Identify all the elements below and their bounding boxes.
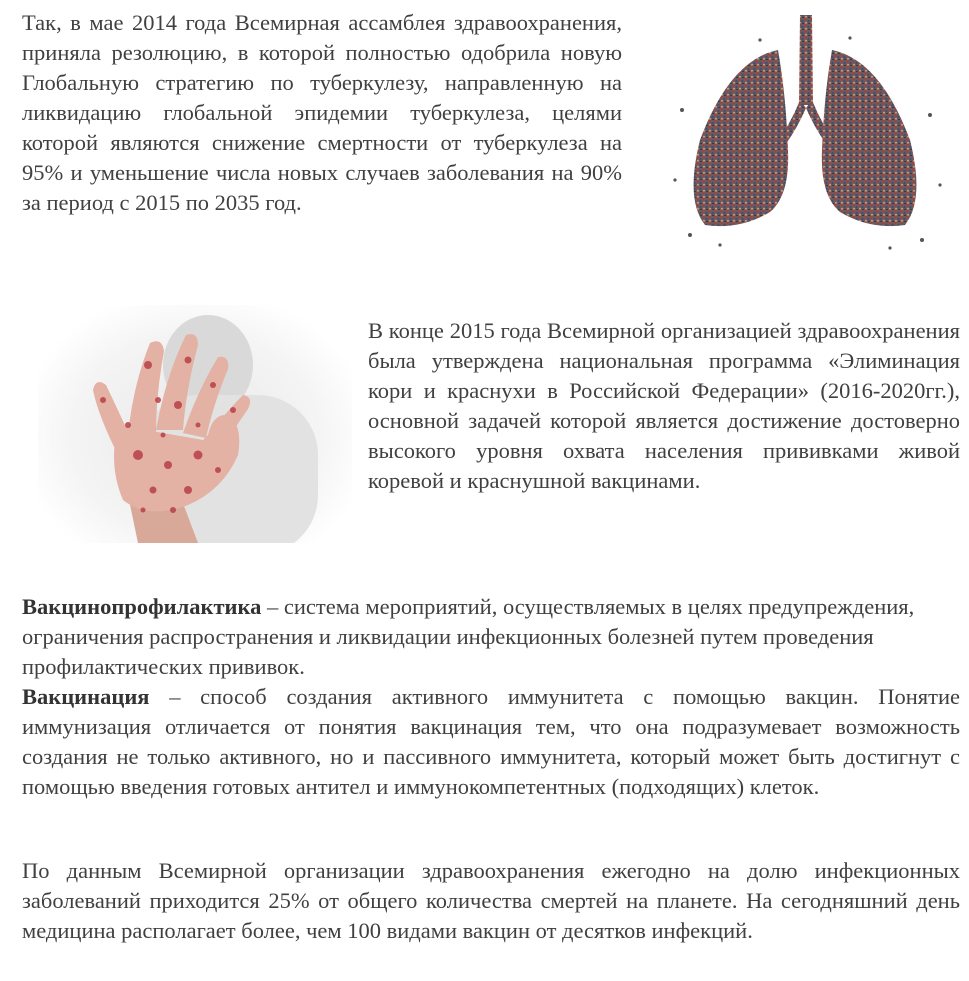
paragraph-tb-strategy: Так, в мае 2014 года Всемирная ассамблея здравоохранения, приняла резолюцию, в которой полностью одобрила новую Глобальную стратегию по туберкулезу, направленную на ликвидацию глобальной эпидемии туберкулеза, целями которой являются снижение смертности от туберкулеза на 95% и уменьшение числа новых случаев заболевания на 90% за период с 2015 по 2035 год. [22, 10, 622, 215]
term-vaccinoprophylaxis: Вакцинопрофилактика [22, 594, 262, 619]
term-vaccination: Вакцинация [22, 684, 150, 709]
definition-vaccination: – способ создания активного иммунитета с помощью вакцин. Понятие иммунизация отличается от понятия вакцинация тем, что она подразумевает возможность создания не только активного, но и пассивного иммунитета, который может быть достигнут с помощью введения готовых антител и иммунокомпетентных (подходящих) клеток. [22, 684, 960, 799]
measles-hand-photo [38, 305, 352, 543]
paragraph-measles-program: В конце 2015 года Всемирной организацией здравоохранения была утверждена национальная программа «Элиминация кори и краснухи в Российской Федерации» (2016-2020гг.), основной задачей которой является достижение достоверно высокого уровня охвата населения прививками живой коревой и краснушной вакцинами. [368, 318, 960, 493]
definition-vaccinoprophylaxis: – система мероприятий, осуществляемых в целях предупреждения, ограничения распространения и ликвидации инфекционных болезней путем проведения профилактических прививок. [22, 594, 915, 679]
hand-icon [38, 305, 352, 543]
lungs-illustration [660, 0, 950, 255]
paragraph-vaccination [22, 682, 960, 802]
paragraph-vaccinoprophylaxis [22, 592, 962, 682]
paragraph-who-statistics: По данным Всемирной организации здравоохранения ежегодно на долю инфекционных заболеваний приходится 25% от общего количества смертей на планете. На сегодняшний день медицина располагает более, чем 100 видами вакцин от десятков инфекций. [22, 858, 960, 943]
